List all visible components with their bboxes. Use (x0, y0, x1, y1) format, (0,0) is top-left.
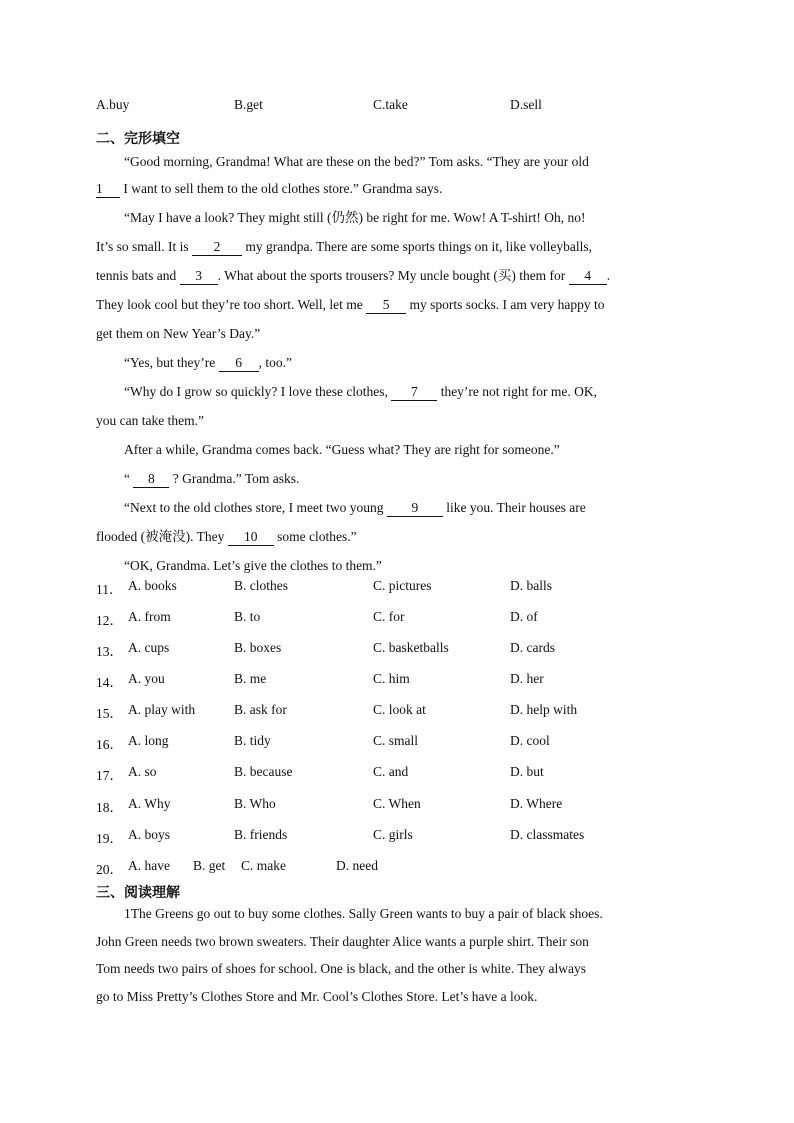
option-b: B.get (234, 97, 263, 112)
blank-2[interactable]: 2 (192, 239, 242, 256)
question-row (0, 640, 794, 660)
choice-b[interactable]: B. because (234, 764, 293, 779)
passage-line (96, 261, 698, 290)
blank-8[interactable]: 8 (133, 471, 169, 488)
passage-text: “Next to the old clothes store, I meet two young (124, 500, 387, 515)
reading-line: 1The Greens go out to buy some clothes. Sally Green wants to buy a pair of black shoes. (124, 906, 603, 921)
passage-line (96, 348, 698, 377)
passage-line (96, 551, 698, 580)
choice-b[interactable]: B. get (193, 858, 226, 873)
blank-7[interactable]: 7 (391, 384, 437, 401)
choice-a[interactable]: A. cups (128, 640, 170, 655)
choice-d[interactable]: D. but (510, 764, 544, 779)
question-row (0, 796, 794, 816)
choice-c[interactable]: C. for (373, 609, 405, 624)
choice-b[interactable]: B. ask for (234, 702, 287, 717)
blank-3[interactable]: 3 (180, 268, 218, 285)
choice-d[interactable]: D. her (510, 671, 544, 686)
question-number: 18． (96, 800, 123, 815)
passage-text: tennis bats and (96, 268, 180, 283)
choice-c[interactable]: C. pictures (373, 578, 432, 593)
blank-4[interactable]: 4 (569, 268, 607, 285)
question-number: 11． (96, 582, 123, 597)
question-row (0, 702, 794, 722)
choice-b[interactable]: B. to (234, 609, 261, 624)
passage-text: you can take them.” (96, 413, 204, 428)
question-number: 12． (96, 613, 123, 628)
passage-text: . What about the sports trousers? My uncle bought (买) them for (217, 268, 569, 283)
passage-text: ? Grandma.” Tom asks. (169, 471, 300, 486)
choice-a[interactable]: A. from (128, 609, 171, 624)
blank-6[interactable]: 6 (219, 355, 259, 372)
question-number: 20． (96, 862, 123, 877)
passage-text: like you. Their houses are (442, 500, 586, 515)
choice-d[interactable]: D. classmates (510, 827, 585, 842)
passage-text: “ (124, 471, 134, 486)
choice-c[interactable]: C. and (373, 764, 409, 779)
reading-line: Tom needs two pairs of shoes for school. One is black, and the other is white. They always (96, 961, 586, 976)
question-row (0, 764, 794, 784)
blank-10[interactable]: 10 (228, 529, 274, 546)
choice-b[interactable]: B. Who (234, 796, 276, 811)
passage-line (96, 174, 698, 203)
choice-b[interactable]: B. clothes (234, 578, 288, 593)
passage-text: “Yes, but they’re (124, 355, 219, 370)
choice-a[interactable]: A. long (128, 733, 169, 748)
blank-9[interactable]: 9 (387, 500, 443, 517)
choice-a[interactable]: A. Why (128, 796, 171, 811)
choice-a[interactable]: A. have (128, 858, 170, 873)
choice-c[interactable]: C. girls (373, 827, 413, 842)
passage-line (96, 232, 698, 261)
passage-text: After a while, Grandma comes back. “Guess what? They are right for someone.” (124, 442, 560, 457)
question-number: 16． (96, 737, 123, 752)
question-row (0, 609, 794, 629)
passage-line (96, 493, 698, 522)
question-row (0, 671, 794, 691)
passage-text: flooded (被淹没). They (96, 529, 228, 544)
question-row (0, 733, 794, 753)
passage-text: my grandpa. There are some sports things on it, like volleyballs, (242, 239, 592, 254)
question-number: 14． (96, 675, 123, 690)
section-3-heading: 三、阅读理解 (96, 885, 180, 901)
passage-text: some clothes.” (273, 529, 357, 544)
reading-line: go to Miss Pretty’s Clothes Store and Mr. Cool’s Clothes Store. Let’s have a look. (96, 988, 538, 1004)
reading-line: John Green needs two brown sweaters. Their daughter Alice wants a purple shirt. Their son (96, 933, 589, 949)
choice-b[interactable]: B. friends (234, 827, 288, 842)
passage-line (96, 522, 698, 551)
cloze-passage (96, 147, 698, 580)
choice-d[interactable]: D. help with (510, 702, 578, 717)
choice-c[interactable]: C. look at (373, 702, 426, 717)
choice-d[interactable]: D. of (510, 609, 538, 624)
passage-line (96, 319, 698, 348)
passage-line (96, 377, 698, 406)
passage-text: “May I have a look? They might still (仍然) be right for me. Wow! A T-shirt! Oh, no! (124, 210, 586, 225)
choice-a[interactable]: A. you (128, 671, 165, 686)
choice-c[interactable]: C. basketballs (373, 640, 449, 655)
choice-d[interactable]: D. Where (510, 796, 563, 811)
choice-b[interactable]: B. tidy (234, 733, 271, 748)
passage-text: get them on New Year’s Day.” (96, 326, 261, 341)
passage-text: my sports socks. I am very happy to (406, 297, 605, 312)
question-number: 13． (96, 644, 123, 659)
choice-d[interactable]: D. cool (510, 733, 550, 748)
question-number: 19． (96, 831, 123, 846)
passage-line (96, 406, 698, 435)
choice-b[interactable]: B. me (234, 671, 267, 686)
passage-text: I want to sell them to the old clothes store.” Grandma says. (120, 181, 443, 196)
passage-line (96, 435, 698, 464)
blank-5[interactable]: 5 (366, 297, 406, 314)
passage-text: “Good morning, Grandma! What are these on the bed?” Tom asks. “They are your old (124, 154, 589, 169)
choice-c[interactable]: C. him (373, 671, 410, 686)
passage-line (96, 203, 698, 232)
passage-text: . (606, 268, 611, 283)
option-d: D.sell (510, 97, 542, 112)
choice-a[interactable]: A. so (128, 764, 157, 779)
choice-b[interactable]: B. boxes (234, 640, 282, 655)
choice-c[interactable]: C. small (373, 733, 419, 748)
question-number: 17． (96, 768, 123, 783)
choice-c[interactable]: C. When (373, 796, 421, 811)
passage-text: , too.” (258, 355, 292, 370)
question-number: 15． (96, 706, 123, 721)
passage-line (96, 464, 698, 493)
choice-a[interactable]: A. boys (128, 827, 171, 842)
question-row-20 (0, 858, 794, 878)
choice-d[interactable]: D. balls (510, 578, 552, 593)
choice-d[interactable]: D. need (336, 858, 378, 873)
question-row (0, 578, 794, 598)
blank-1[interactable]: 1 (96, 181, 120, 198)
choice-d[interactable]: D. cards (510, 640, 555, 655)
passage-text: They look cool but they’re too short. Well, let me (96, 297, 367, 312)
option-a: A.buy (96, 97, 130, 112)
choice-a[interactable]: A. books (128, 578, 177, 593)
choice-c[interactable]: C. make (241, 858, 286, 873)
passage-text: “Why do I grow so quickly? I love these clothes, (124, 384, 392, 399)
choice-a[interactable]: A. play with (128, 702, 196, 717)
passage-line (96, 147, 698, 176)
section-2-heading: 二、完形填空 (96, 131, 180, 147)
passage-text: It’s so small. It is (96, 239, 193, 254)
question-row (0, 827, 794, 847)
passage-text: “OK, Grandma. Let’s give the clothes to them.” (124, 558, 382, 573)
reading-passage (96, 900, 698, 1010)
passage-text: they’re not right for me. OK, (437, 384, 598, 399)
passage-line (96, 290, 698, 319)
option-c: C.take (373, 97, 408, 112)
